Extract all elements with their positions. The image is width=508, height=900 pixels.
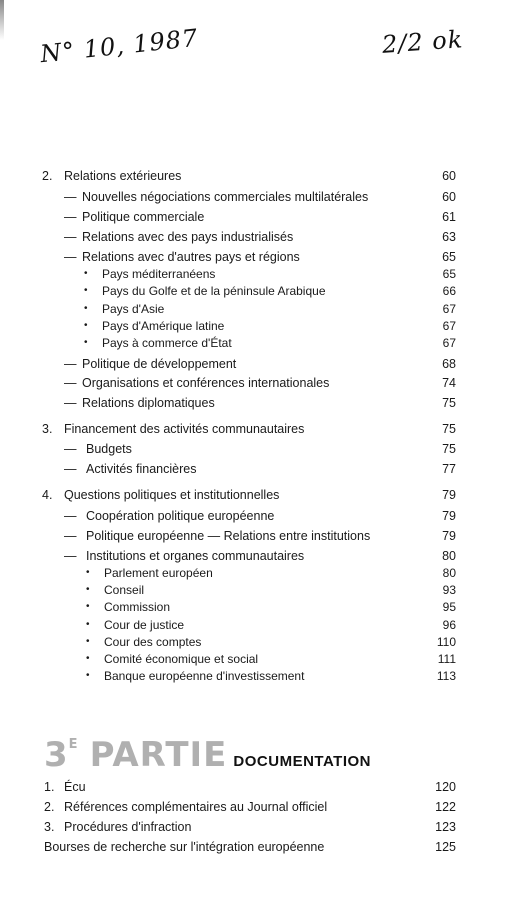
handwritten-issue-number: N° 10, 1987 [38,23,200,69]
entry-page-number: 65 [442,250,456,264]
toc-entry [0,395,508,411]
bullet-icon: • [86,653,90,664]
handwritten-note: 2/2 ok [381,25,465,59]
entry-label: Financement des activités communautaires [64,422,305,436]
toc-entry [0,599,508,615]
entry-label: Politique européenne — Relations entre institutions [86,529,371,543]
entry-page-number: 63 [442,230,456,244]
entry-label: Écu [64,780,86,794]
toc-entry [0,617,508,633]
toc-entry [0,634,508,650]
entry-number: 1. [44,780,55,794]
entry-label: Relations diplomatiques [82,396,215,410]
entry-page-number: 75 [442,442,456,456]
entry-page-number: 66 [442,284,456,298]
toc-entry [0,189,508,205]
entry-label: Politique de développement [82,357,237,371]
toc-entry [0,229,508,245]
entry-page-number: 79 [442,509,456,523]
entry-label: Pays méditerranéens [102,267,216,281]
entry-page-number: 67 [442,336,456,350]
toc-entry [0,779,508,795]
entry-page-number: 93 [442,583,456,597]
bullet-icon: • [84,320,88,331]
entry-dash: — [64,529,77,543]
entry-page-number: 60 [442,169,456,183]
entry-page-number: 125 [435,840,456,854]
toc-entry [0,548,508,564]
part-heading [44,735,371,775]
entry-page-number: 111 [437,652,456,666]
entry-dash: — [64,357,77,371]
part-title: DOCUMENTATION [233,753,372,770]
entry-page-number: 122 [435,800,456,814]
entry-page-number: 61 [442,210,456,224]
toc-entry [0,487,508,503]
toc-entry [0,375,508,391]
scan-edge-mark [0,0,4,40]
bullet-icon: • [86,584,90,595]
toc-entry [0,209,508,225]
entry-label: Coopération politique européenne [86,509,275,523]
entry-dash: — [64,549,77,563]
toc-entry [0,301,508,317]
entry-page-number: 80 [442,549,456,563]
entry-page-number: 95 [442,600,456,614]
toc-entry [0,668,508,684]
toc-entry [0,582,508,598]
toc-entry [0,441,508,457]
entry-label: Banque européenne d'investissement [104,669,305,683]
entry-label: Commission [104,600,171,614]
entry-dash: — [64,230,77,244]
entry-label: Pays d'Asie [102,302,165,316]
toc-entry [0,266,508,282]
entry-page-number: 79 [442,488,456,502]
entry-label: Pays d'Amérique latine [102,319,225,333]
entry-dash: — [64,376,77,390]
entry-number: 4. [42,488,53,502]
entry-label: Pays du Golfe et de la péninsule Arabique [102,284,326,298]
part-number: 3 [44,735,68,775]
entry-label: Conseil [104,583,145,597]
entry-page-number: 75 [442,396,456,410]
entry-label: Organisations et conférences internationales [82,376,330,390]
entry-number: 3. [42,422,53,436]
entry-label: Activités financières [86,462,197,476]
toc-entry [0,421,508,437]
toc-entry [0,249,508,265]
entry-page-number: 68 [442,357,456,371]
entry-page-number: 67 [442,319,456,333]
toc-entry [0,318,508,334]
part-number-superscript: E [68,737,78,752]
entry-label: Parlement européen [104,566,213,580]
entry-page-number: 123 [435,820,456,834]
entry-label: Procédures d'infraction [64,820,192,834]
toc-entry [0,356,508,372]
entry-label: Bourses de recherche sur l'intégration européenne [44,840,325,854]
entry-page-number: 60 [442,190,456,204]
entry-page-number: 79 [442,529,456,543]
entry-label: Questions politiques et institutionnelles [64,488,280,502]
entry-label: Cour des comptes [104,635,202,649]
toc-entry [0,528,508,544]
toc-entry [0,565,508,581]
bullet-icon: • [84,303,88,314]
entry-label: Comité économique et social [104,652,259,666]
entry-number: 2. [42,169,53,183]
entry-page-number: 67 [442,302,456,316]
entry-number: 3. [44,820,55,834]
toc-entry [0,168,508,184]
toc-entry [0,508,508,524]
toc-entry [0,799,508,815]
toc-entry [0,283,508,299]
entry-label: Pays à commerce d'État [102,336,232,350]
entry-page-number: 80 [442,566,456,580]
toc-entry [0,839,508,855]
entry-page-number: 74 [442,376,456,390]
toc-entry [0,461,508,477]
entry-number: 2. [44,800,55,814]
entry-dash: — [64,250,77,264]
entry-dash: — [64,396,77,410]
entry-label: Politique commerciale [82,210,205,224]
entry-page-number: 96 [442,618,456,632]
entry-label: Nouvelles négociations commerciales multilatérales [82,190,369,204]
toc-entry [0,819,508,835]
bullet-icon: • [86,670,90,681]
toc-entry [0,335,508,351]
bullet-icon: • [84,337,88,348]
entry-label: Relations extérieures [64,169,182,183]
entry-page-number: 65 [442,267,456,281]
entry-dash: — [64,190,77,204]
bullet-icon: • [86,601,90,612]
bullet-icon: • [84,268,88,279]
entry-label: Relations avec des pays industrialisés [82,230,294,244]
bullet-icon: • [86,567,90,578]
entry-page-number: 75 [442,422,456,436]
entry-dash: — [64,509,77,523]
entry-label: Relations avec d'autres pays et régions [82,250,300,264]
entry-page-number: 77 [442,462,456,476]
entry-dash: — [64,210,77,224]
entry-page-number: 113 [436,669,456,683]
entry-dash: — [64,462,77,476]
toc-entry [0,651,508,667]
entry-label: Institutions et organes communautaires [86,549,305,563]
entry-page-number: 120 [435,780,456,794]
entry-label: Budgets [86,442,132,456]
bullet-icon: • [86,636,90,647]
part-word: PARTIE [89,735,228,775]
entry-page-number: 110 [436,635,456,649]
bullet-icon: • [86,619,90,630]
bullet-icon: • [84,285,88,296]
entry-dash: — [64,442,77,456]
entry-label: Références complémentaires au Journal officiel [64,800,328,814]
entry-label: Cour de justice [104,618,185,632]
